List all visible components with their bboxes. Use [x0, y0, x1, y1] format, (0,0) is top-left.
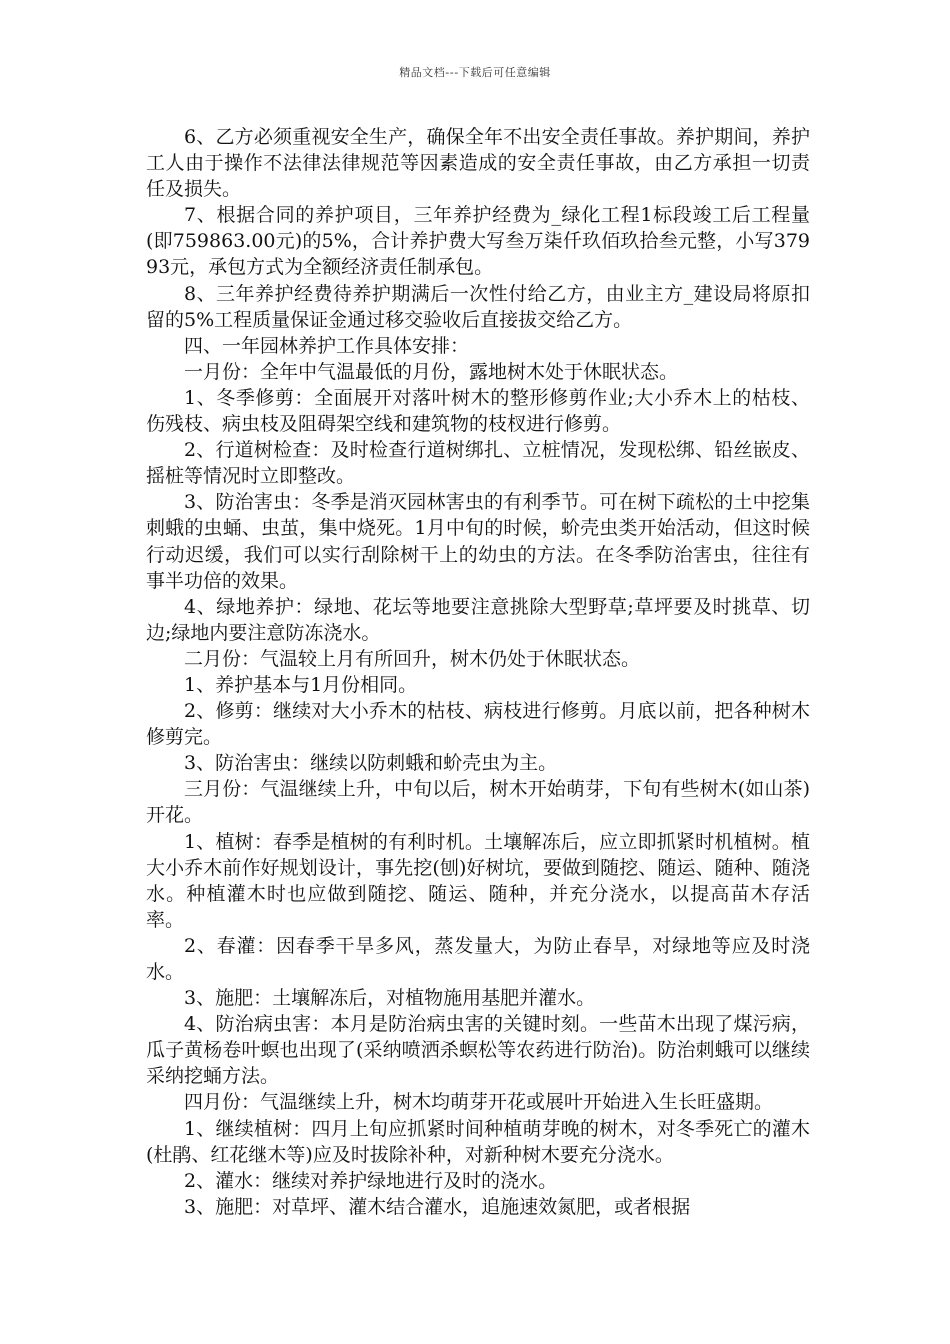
paragraph: 1、冬季修剪：全面展开对落叶树木的整形修剪作业;大小乔木上的枯枝、伤残枝、病虫枝及阻碍架空线和建筑物的枝杈进行修剪。	[146, 386, 810, 436]
paragraph: 1、植树：春季是植树的有利时机。土壤解冻后，应立即抓紧时机植树。植大小乔木前作好规划设计，事先挖(刨)好树坑，要做到随挖、随运、随种、随浇水。种植灌木时也应做到随挖、随运、随种，并充分浇水，以提高苗木存活率。	[146, 830, 810, 931]
paragraph: 3、防治害虫：冬季是消灭园林害虫的有利季节。可在树下疏松的土中挖集刺蛾的虫蛹、虫茧，集中烧死。1月中旬的时候，蚧壳虫类开始活动，但这时候行动迟缓，我们可以实行刮除树干上的幼虫的方法。在冬季防治害虫，往往有事半功倍的效果。	[146, 491, 810, 592]
document-body	[146, 124, 810, 1220]
paragraph: 1、继续植树：四月上旬应抓紧时间种植萌芽晚的树木，对冬季死亡的灌木(杜鹃、红花继木等)应及时拔除补种，对新种树木要充分浇水。	[146, 1117, 810, 1166]
paragraph: 8、三年养护经费待养护期满后一次性付给乙方，由业主方_建设局将原扣留的5%工程质量保证金通过移交验收后直接拔交给乙方。	[146, 282, 810, 331]
month-heading: 二月份：气温较上月有所回升，树木仍处于休眠状态。	[184, 647, 641, 670]
paragraph: 1、养护基本与1月份相同。	[184, 673, 418, 696]
paragraph: 2、灌水：继续对养护绿地进行及时的浇水。	[184, 1169, 558, 1192]
page-header: 精品文档---下载后可任意编辑	[399, 66, 551, 79]
paragraph: 2、春灌：因春季干旱多风，蒸发量大，为防止春旱，对绿地等应及时浇水。	[146, 934, 810, 983]
section-heading: 四、一年园林养护工作具体安排：	[184, 334, 470, 357]
paragraph: 4、防治病虫害：本月是防治病虫害的关键时刻。一些苗木出现了煤污病，瓜子黄杨卷叶螟也出现了(采纳喷洒杀螟松等农药进行防治)。防治刺蛾可以继续采纳挖蛹方法。	[146, 1013, 810, 1088]
paragraph: 3、施肥：土壤解冻后，对植物施用基肥并灌水。	[184, 987, 596, 1010]
paragraph: 7、根据合同的养护项目，三年养护经费为_绿化工程1标段竣工后工程量(即759863.00元)的5%，合计养护费大写叁万柒仟玖佰玖拾叁元整，小写37993元，承包方式为全额经济责任制承包。	[146, 204, 810, 279]
paragraph: 2、修剪：继续对大小乔木的枯枝、病枝进行修剪。月底以前，把各种树木修剪完。	[146, 700, 810, 749]
paragraph: 4、绿地养护：绿地、花坛等地要注意挑除大型野草;草坪要及时挑草、切边;绿地内要注意防冻浇水。	[146, 595, 810, 644]
month-heading: 四月份：气温继续上升，树木均萌芽开花或展叶开始进入生长旺盛期。	[184, 1091, 774, 1114]
paragraph: 3、施肥：对草坪、灌木结合灌水，追施速效氮肥，或者根据	[184, 1195, 691, 1218]
paragraph: 3、防治害虫：继续以防刺蛾和蚧壳虫为主。	[184, 752, 558, 775]
month-heading: 三月份：气温继续上升，中旬以后，树木开始萌芽，下旬有些树木(如山茶)开花。	[146, 778, 810, 827]
paragraph: 6、乙方必须重视安全生产，确保全年不出安全责任事故。养护期间，养护工人由于操作不法律法律规范等因素造成的安全责任事故，由乙方承担一切责任及损失。	[146, 126, 810, 201]
month-heading: 一月份：全年中气温最低的月份，露地树木处于休眠状态。	[184, 360, 679, 383]
paragraph: 2、行道树检查：及时检查行道树绑扎、立桩情况，发现松绑、铅丝嵌皮、摇桩等情况时立即整改。	[146, 439, 810, 488]
